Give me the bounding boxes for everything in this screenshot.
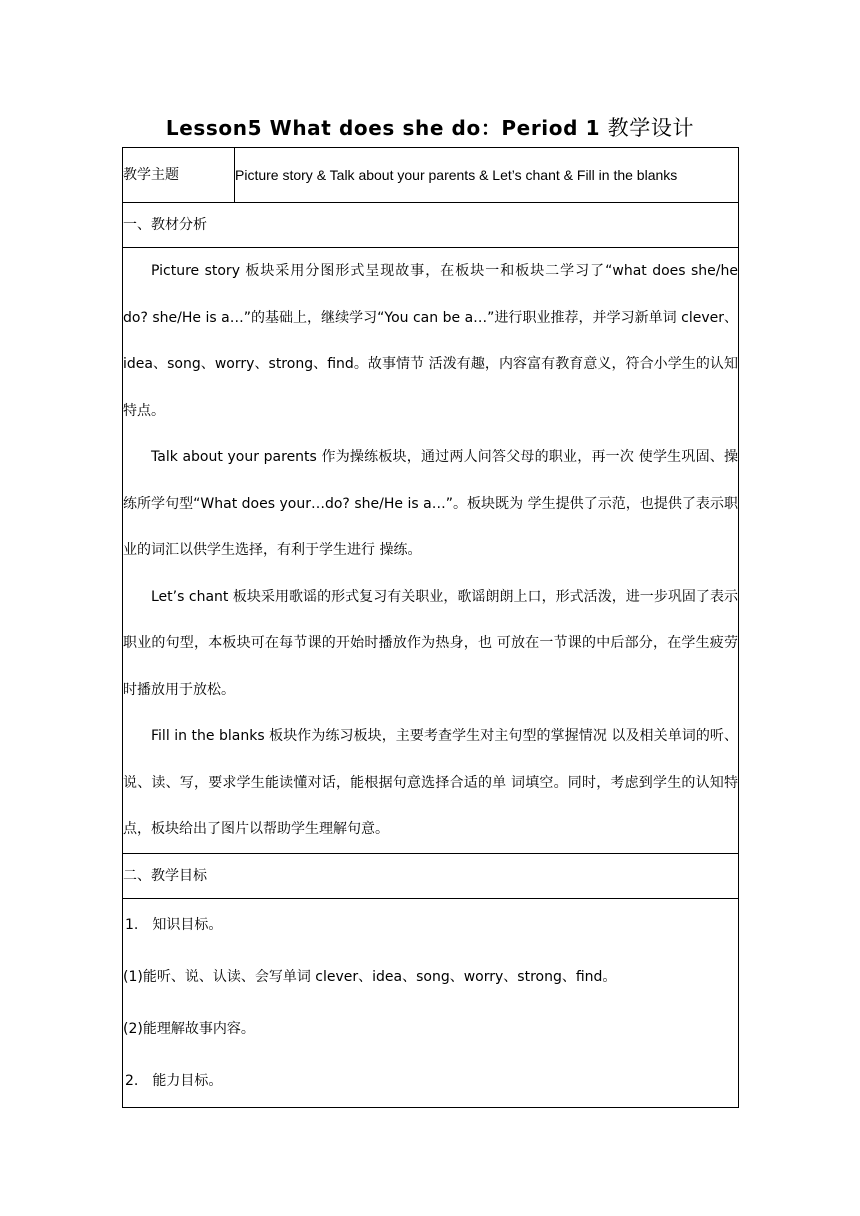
topic-row xyxy=(123,148,739,203)
goal-knowledge-heading: 1. 知识目标。 xyxy=(125,916,223,933)
topic-label: 教学主题 xyxy=(123,148,235,203)
topic-value: Picture story & Talk about your parents & Let’s chant & Fill in the blanks xyxy=(235,148,739,203)
goal-ability-heading: 2. 能力目标。 xyxy=(125,1072,223,1089)
analysis-paragraph-picture-story: Picture story 板块采用分图形式呈现故事，在板块一和板块二学习了“what does she/he do? she/He is a…”的基础上，继续学习“You can be a…”进行职业推荐，并学习新单词 clever、idea、song、worry、strong、find。故事情节 活泼有趣，内容富有教育意义，符合小学生的认知特点。 xyxy=(123,263,738,419)
section2-heading-row xyxy=(123,853,739,898)
section2-heading: 二、教学目标 xyxy=(123,853,739,898)
analysis-paragraph-lets-chant: Let’s chant 板块采用歌谣的形式复习有关职业，歌谣朗朗上口，形式活泼，进一步巩固了表示职业的句型，本板块可在每节课的开始时播放作为热身，也 可放在一节课的中后部分，在学生疲劳时播放用于放松。 xyxy=(123,588,738,698)
document-title-cn: 教学设计 xyxy=(607,116,695,140)
lesson-plan-table xyxy=(122,147,739,1108)
goals-cell xyxy=(123,898,739,1107)
document-title xyxy=(0,112,860,142)
analysis-paragraph-fill-in-blanks: Fill in the blanks 板块作为练习板块，主要考查学生对主句型的掌握情况 以及相关单词的听、说、读、写，要求学生能读懂对话，能根据句意选择合适的单 词填空。同时，考虑到学生的认知特点，板块给出了图片以帮助学生理解句意。 xyxy=(123,728,738,837)
goal-knowledge-item-1: (1)能听、说、认读、会写单词 clever、idea、song、worry、strong、find。 xyxy=(123,968,617,985)
analysis-row xyxy=(123,248,739,854)
document-title-en: Lesson5 What does she do：Period 1 xyxy=(165,116,601,140)
analysis-cell xyxy=(123,248,739,854)
analysis-paragraph-talk-about-parents: Talk about your parents 作为操练板块，通过两人问答父母的职业，再一次 使学生巩固、操练所学句型“What does your…do? she/He is a…”。板块既为 学生提供了示范，也提供了表示职业的词汇以供学生选择，有利于学生进行 操练。 xyxy=(123,449,738,558)
section1-heading-row xyxy=(123,203,739,248)
section1-heading: 一、教材分析 xyxy=(123,203,739,248)
goals-row xyxy=(123,898,739,1107)
goal-knowledge-item-2: (2)能理解故事内容。 xyxy=(123,1020,255,1037)
